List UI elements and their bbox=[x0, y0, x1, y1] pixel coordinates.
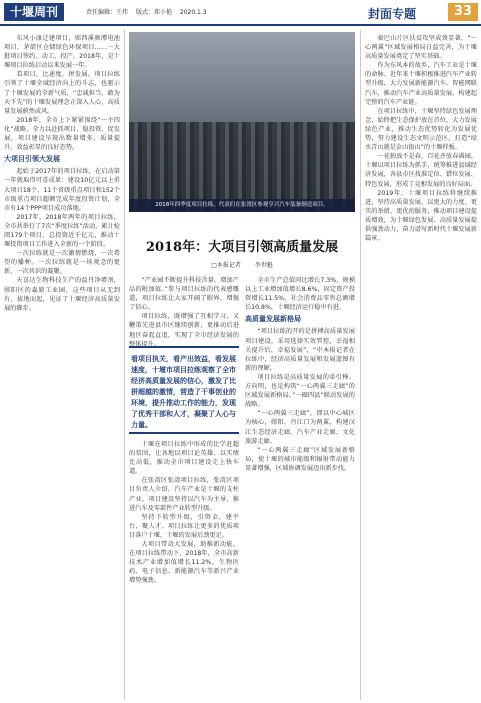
paragraph: 2019年，十堰项目拉练将继续推进，坚持高质量发展，以更大的力度、更实的举措、更优的服务，推动项目建设提质增效，为十堰绿色发展、高质量发展提供强劲动力，奋力谱写新时代十堰发展新篇章。 bbox=[365, 189, 477, 243]
paragraph: 全市生产总值同比增长7.3%，规模以上工业增加值增长8.6%，固定资产投资增长11.5%，社会消费品零售总额增长10.8%，十堰经济运行稳中有进。 bbox=[245, 277, 355, 312]
paragraph: “一心两翼三走廊”，即以中心城区为核心，郧阳、丹江口为两翼，构建汉江生态经济走廊、汽车产业走廊、文化旅游走廊。 bbox=[245, 410, 355, 445]
paragraph: 看项目，比速度，拼发展。项目拉练引领了十堰全域经济向上的斗志，也驱示了十堰发展的全新气质，“忠诚担当、敢为天下先”的十堰发展理念正深入人心，高质量发展蔚然成风。 bbox=[4, 71, 120, 115]
subheading: 高质量发展新格局 bbox=[245, 315, 301, 324]
section-title: 封面专题 bbox=[368, 7, 417, 21]
paragraph: 在张湾区张湾项目拉练，张湾区项目负责人介绍，汽车产业是十堰的支柱产业，项目建设坚持以汽车为主导，推进汽车及零部件产业转型升级。 bbox=[129, 477, 239, 512]
pullquote: 看项目执关，看产出效益，看发展速度，十堰市项目拉练观察了全市经济高质量发展的信心，激发了比拼超越的激情，营造了干事创业的环境，提升推动工作的能力，发现了优秀干部和人才，凝聚了人心与力量。 bbox=[129, 346, 239, 434]
column-1 bbox=[4, 34, 120, 313]
editor-credit: 责任编辑：王炜 bbox=[86, 9, 129, 16]
column-divider bbox=[124, 30, 125, 700]
paragraph: 秦巴山片区扶贫攻坚成效显著，“一心两翼”区域发展格局日益完善，为十堰高质量发展奠定了坚实基础。 bbox=[365, 35, 477, 61]
page-header bbox=[0, 0, 481, 24]
paragraph: “产业园不断提升科技含量，增加产品的附加值。”参与项目拉练的代表感慨道，项目拉练让大家开阔了眼界、增强了信心。 bbox=[129, 277, 239, 312]
news-photo bbox=[129, 32, 355, 212]
subheading: 大项目引领大发展 bbox=[4, 155, 60, 164]
column-2-top bbox=[129, 276, 239, 348]
paragraph: “项目拉练的开的是拼搏高质量发展项目建设，采用选择实效管控，幸福相关提升后，幸福发展”，“中本报记者在拉练中，经济高质量发展和发展蓝图有新的理解。 bbox=[245, 328, 355, 372]
paragraph: 大项目带动大发展，助推新动能。在项目拉练带动下，2018年，全市高新技术产业增加值增长11.2%，生物医药、电子信息、新能源汽车等新兴产业增势强劲。 bbox=[129, 541, 239, 585]
column-4 bbox=[365, 34, 477, 700]
paragraph: 项目拉练是高质量发展的牵引棒。方向明，也是构筑“一心两翼三走廊”的区域发展新格局。”一圈四县“联动发展的战略。 bbox=[245, 373, 355, 409]
paragraph: 在项目拉练中，十堰坚持绿色发展理念，始终把生态保护放在首位，大力发展绿色产业，推动生态优势转化为发展优势，努力建设生态文明示范区，打造“绿水青山就是金山银山”的十堰样板。 bbox=[365, 107, 477, 152]
column-2-bottom bbox=[129, 440, 239, 700]
paragraph: 起始于2017年的项目拉练，在启动第一年就取得可喜成果：建设10亿元以上重大项目18个，11个省级重点项目和152个市级重点项目超额完成年度投资计划，全市有14个PPP项目成功落地。 bbox=[4, 168, 120, 212]
paragraph: 坚持下转型升级，引资金，建平台，聚人才。项目拉练让更多的优质项目落户十堰，十堰的发展后劲更足。 bbox=[129, 513, 239, 539]
paragraph: 十堰在项目拉练中形成的比学赶超的氛围，让各地以项目论英雄、以实绩比高低，推动全市项目建设走上快车道。 bbox=[129, 441, 239, 476]
photo-caption: 2018年四季度项目拉练，代表们在张湾区参观亨兴汽车装备制造项目。 bbox=[129, 199, 355, 212]
paragraph: 2018年，全市上下紧紧围绕“一主四化”战略，全力以赴抓项目、稳投资、促发展，项目建设呈现出数量增多、质量提升、效益彰显的良好态势。 bbox=[4, 116, 120, 152]
column-divider bbox=[360, 30, 361, 700]
column-3 bbox=[245, 276, 355, 700]
issue-date: 2020.1.3 bbox=[179, 9, 207, 16]
paragraph: 天喜达生物科技生产的益丹净增剂，郧阳区的森原工业园，这些项目从无到有、拔地而起，见证了十堰经济高质量发展的脚步。 bbox=[4, 277, 120, 312]
masthead: 十堰周刊 bbox=[4, 3, 64, 21]
paragraph: “一心两翼三走廊”区域发展新格局，使十堰的城市能级和辐射带动能力显著增强，区域协调发展迈出新步伐。 bbox=[245, 446, 355, 472]
paragraph: 作为东风本的故乡，汽车工业是十堰的命脉。近年来十堰积极推进汽车产业转型升级，大力发展新能源汽车、智能网联汽车，推动汽车产业高质量发展，构建起完整的汽车产业链。 bbox=[365, 62, 477, 106]
header-meta bbox=[86, 7, 213, 16]
paragraph: 东风小康迁建项目，郧西溪舞潭电池项目，茅箭区仓储绿色环保项目……一大批项目签约、动工、投产。2018年，是十堰项目拉练启动以来发展一年。 bbox=[4, 35, 120, 70]
article-title: 2018年：大项目引领高质量发展 bbox=[145, 240, 339, 255]
paragraph: 2017年，2018年两年的项目拉练，全市共举行了7次“季度拉练”活动，累计检阅179个项目，总投资近千亿元，推动十堰投资项目工作进入全新的一个阶段。 bbox=[4, 213, 120, 249]
header-rule bbox=[0, 24, 481, 26]
paragraph: 一花独放不是春，百花齐放春满园。十堰以项目拉练为抓手，统筹推进县域经济发展，各县市区找准定位、错位发展、特色发展，形成了竞相发展的良好局面。 bbox=[365, 153, 477, 188]
designer-credit: 版式：郑小艳 bbox=[135, 9, 172, 16]
page-number: 33 bbox=[448, 3, 478, 21]
byline bbox=[129, 260, 355, 269]
byline-reporter: □本报记者 bbox=[211, 262, 241, 269]
byline-author: 李世魁 bbox=[254, 262, 273, 269]
paragraph: 一次拉练就是一次激情燃烧，一次希望的播种。一次拉练就是一场观念的更新，一次共识的凝聚。 bbox=[4, 250, 120, 276]
paragraph: 项目拉练，既增强了互相学习，又鞭策先进县市区继续创新，更推动后进地区奋起直追，实现了全市经济发展的整体提升。 bbox=[129, 313, 239, 348]
